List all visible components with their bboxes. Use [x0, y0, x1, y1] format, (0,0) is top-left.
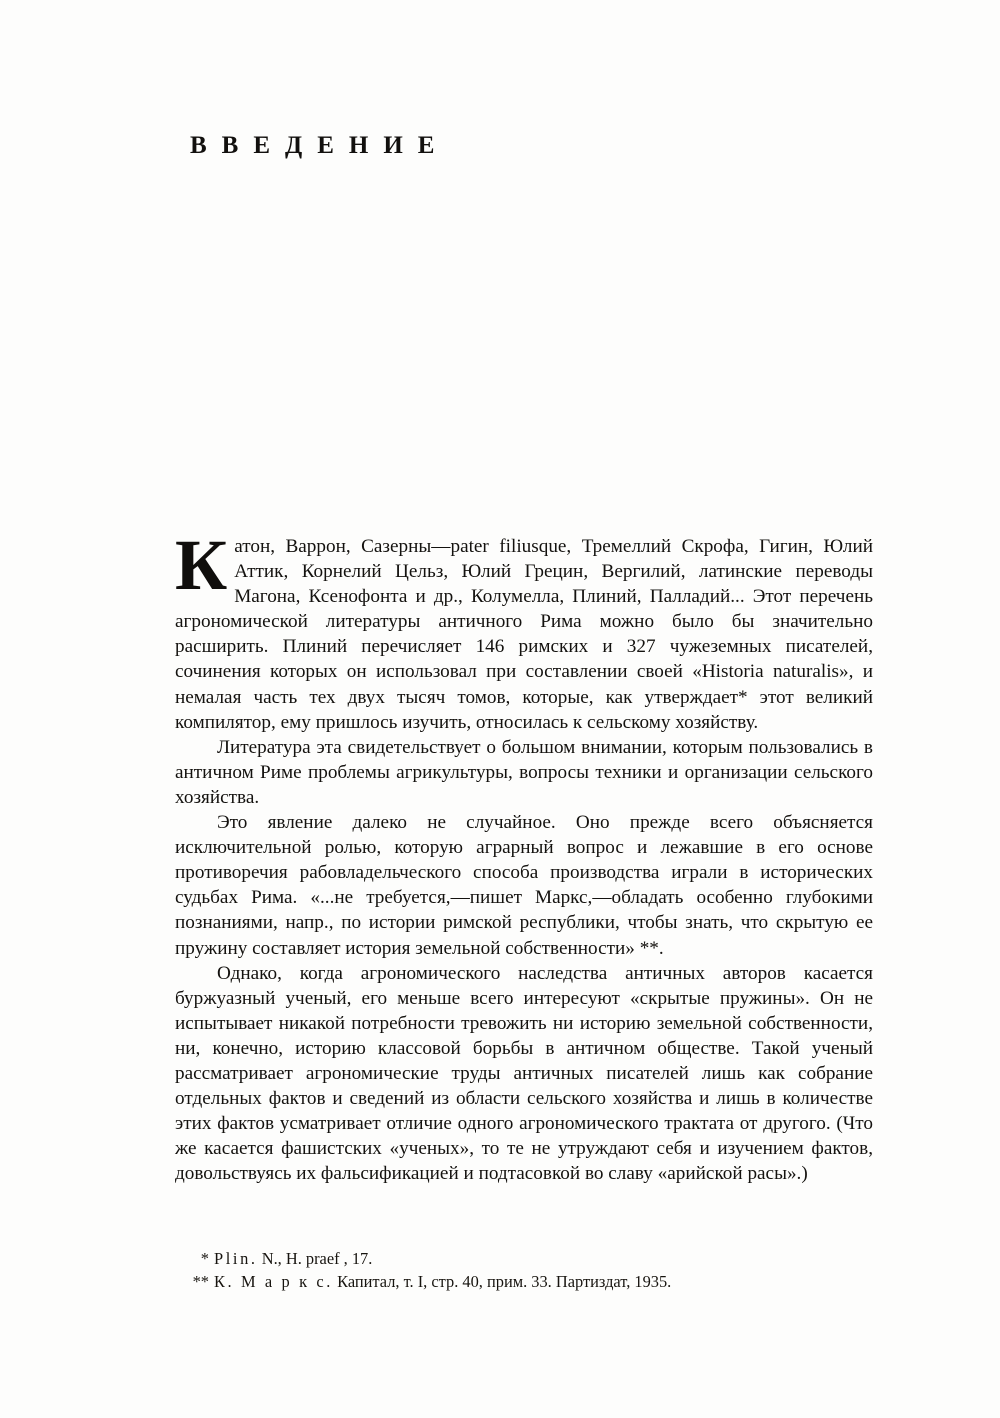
footnote-1-text: N., H. praef , 17.: [257, 1249, 373, 1268]
paragraph-opening: [175, 525, 873, 735]
footnote-2-marker: **: [192, 1272, 209, 1291]
page-title: ВВЕДЕНИЕ: [190, 132, 450, 159]
footnote-1-marker: *: [200, 1249, 209, 1268]
footnote-2-source: К. М а р к с.: [214, 1272, 334, 1291]
footnote-1-source: Plin.: [214, 1249, 258, 1268]
body-text-column: [175, 525, 873, 1186]
paragraph-bourgeois: Однако, когда агрономического наследства античных авторов касается буржуазный ученый, его меньше всего интересуют «скрытые пружины». Он не испытывает никакой потребности тревожить ни историю земельной собственности, ни, конечно, историю классовой борьбы в античном обществе. Такой ученый рассматривает агрономические труды античных писателей лишь как собрание отдельных фактов и сведений из области сельского хозяйства и лишь в количестве этих фактов усматривает отличие одного агрономического трактата от другого. (Что же касается фашистских «ученых», то те не утруждают себя и изучением фактов, довольствуясь их фальсификацией и подтасовкой во славу «арийской расы».): [175, 962, 873, 1185]
footnote-2-text: Капитал, т. I, стр. 40, прим. 33. Партиздат, 1935.: [333, 1272, 672, 1291]
footnote-block: [175, 1247, 873, 1293]
paragraph-literature: Литература эта свидетельствует о большом внимании, которым пользовались в античном Риме проблемы агрикультуры, вопросы техники и организации сельского хозяйства.: [175, 736, 873, 808]
paragraph-phenomenon: Это явление далеко не случайное. Оно прежде всего объясняется исключительной ролью, которую аграрный вопрос и лежавшие в его основе противоречия рабовладельческого способа производства играли в исторических судьбах Рима. «...не требуется,—пишет Маркс,—обладать особенно глубокими познаниями, напр., по истории римской республики, чтобы знать, что скрытую ее пружину составляет история земельной собственности» **.: [175, 812, 873, 959]
paragraph-opening-text: атон, Варрон, Сазерны—pater filiusque, Тремеллий Скрофа, Гигин, Юлий Аттик, Корнелий Цельз, Юлий Грецин, Вергилий, латинские переводы Магона, Ксенофонта и др., Колумелла, Плиний, Палладий... Этот перечень агрономической литературы античного Рима можно было бы значительно расширить. Плиний перечисляет 146 римских и 327 чужеземных писателей, сочинения которых он использовал при составлении своей «Historia naturalis», и немалая часть тех двух тысяч томов, которые, как утверждает* этот великий компилятор, ему пришлось изучить, относилась к сельскому хозяйству.: [175, 536, 873, 733]
footnote-2: [175, 1270, 873, 1293]
drop-cap: К: [175, 525, 228, 605]
footnote-1: [175, 1247, 873, 1270]
